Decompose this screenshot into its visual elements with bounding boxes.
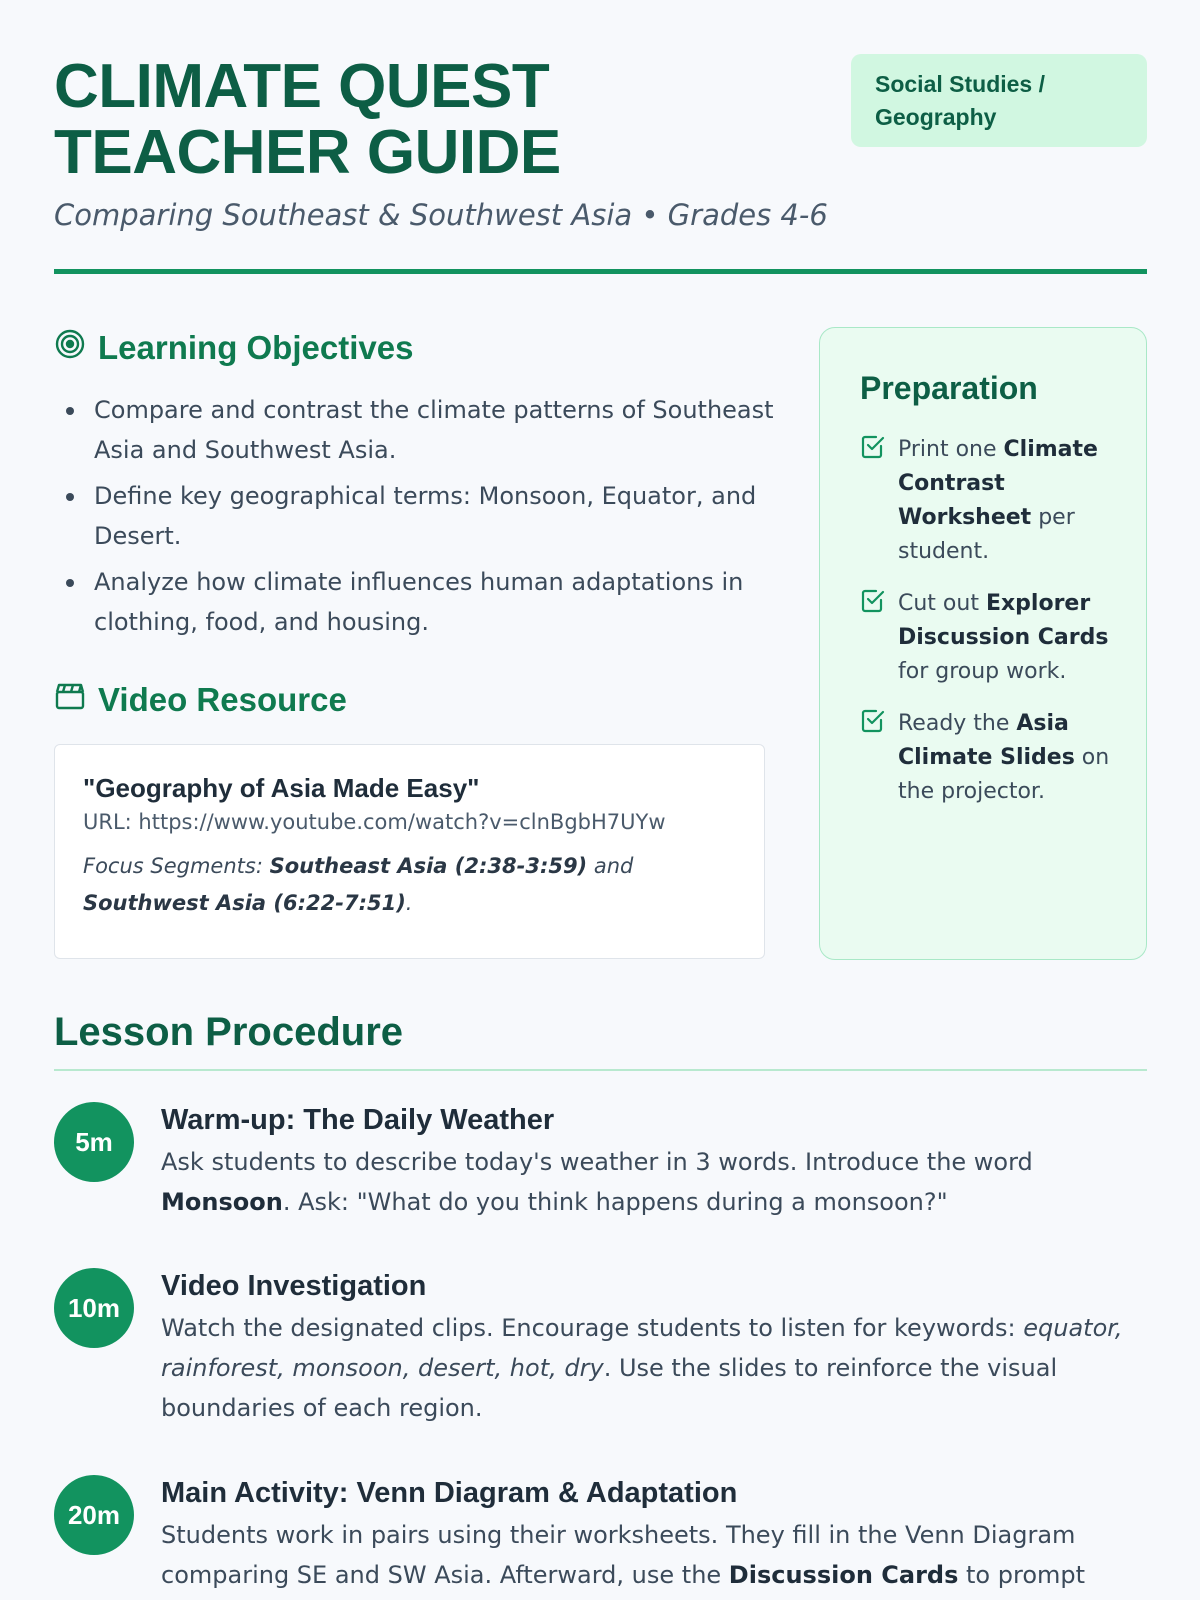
preparation-list (860, 433, 1116, 809)
video-resource-heading (54, 680, 765, 720)
step-desc-part: to prompt (958, 1561, 1086, 1589)
prep-text-bold: Explorer Discussion Cards (898, 591, 1109, 650)
objective-item: Define key geographical terms: Monsoon, Equator, and Desert. (54, 476, 774, 556)
step-description (161, 1515, 1147, 1595)
focus-segment-1: Southeast Asia (2:38-3:59) (269, 854, 588, 878)
prep-text-bold: Asia Climate Slides (898, 711, 1075, 770)
prep-text-part: per student. (898, 505, 1075, 564)
step-title: Video Investigation (161, 1270, 427, 1302)
prep-text-part: for group work. (898, 659, 1067, 684)
page-title: CLIMATE QUEST TEACHER GUIDE (54, 52, 561, 187)
preparation-item (860, 587, 1116, 689)
checkbox-icon (860, 587, 886, 689)
preparation-heading: Preparation (860, 370, 1038, 406)
learning-objectives-heading (54, 328, 774, 368)
step-body (161, 1102, 1147, 1222)
video-resource-title: Video Resource (98, 681, 347, 718)
step-description (161, 1308, 1147, 1428)
subject-badge: Social Studies / Geography (851, 54, 1147, 147)
video-focus-segments (83, 848, 736, 922)
step-duration-badge: 5m (54, 1102, 134, 1182)
focus-suffix: . (405, 891, 413, 915)
learning-objectives-title: Learning Objectives (98, 329, 414, 366)
lesson-procedure-heading: Lesson Procedure (54, 1010, 1147, 1071)
objective-item: Analyze how climate influences human adaptations in clothing, food, and housing. (54, 562, 774, 642)
preparation-item (860, 433, 1116, 569)
step-body (161, 1268, 1147, 1428)
step-desc-part: Watch the designated clips. Encourage students to listen for keywords: (161, 1314, 1024, 1342)
lesson-procedure-section (54, 1010, 1147, 1589)
focus-segment-2: Southwest Asia (6:22-7:51) (83, 891, 406, 915)
page-header (54, 0, 1147, 274)
teacher-guide-page (54, 0, 1147, 1589)
focus-prefix: Focus Segments: (83, 854, 270, 878)
step-duration-badge: 10m (54, 1268, 134, 1348)
preparation-text (898, 707, 1116, 809)
preparation-item (860, 707, 1116, 809)
step-desc-part: . Use the slides to reinforce the visual boundaries of each region. (161, 1354, 1058, 1422)
step-desc-part: Students work in pairs using their worksheets. They fill in the Venn Diagram comparing SE and SW Asia. Afterward, use the (161, 1521, 1076, 1589)
step-duration-badge: 20m (54, 1475, 134, 1555)
target-icon (54, 328, 86, 368)
step-title: Warm-up: The Daily Weather (161, 1104, 555, 1136)
video-url[interactable]: URL: https://www.youtube.com/watch?v=clnBgbH7UYw (83, 810, 666, 834)
prep-text-part: on the projector. (898, 745, 1110, 804)
prep-text-part: Ready the (898, 711, 1017, 736)
step-desc-part: Ask students to describe today's weather in 3 words. Introduce the word (161, 1148, 1033, 1176)
objective-item: Compare and contrast the climate patterns of Southeast Asia and Southwest Asia. (54, 390, 774, 470)
video-card (54, 744, 765, 959)
focus-connector: and (587, 854, 634, 878)
video-resource-section (54, 680, 765, 959)
prep-text-bold: Climate Contrast Worksheet (898, 437, 1098, 530)
preparation-panel (819, 327, 1147, 960)
prep-text-part: Cut out (898, 591, 986, 616)
learning-objectives-section (54, 328, 774, 648)
step-desc-part: . Ask: "What do you think happens during a monsoon?" (282, 1188, 948, 1216)
preparation-text (898, 587, 1116, 689)
clapperboard-icon (54, 680, 86, 720)
step-desc-italic: equator, rainforest, monsoon, desert, hot, dry (161, 1314, 1123, 1382)
objectives-list (54, 390, 774, 642)
prep-text-part: Print one (898, 437, 1004, 462)
step-title: Main Activity: Venn Diagram & Adaptation (161, 1477, 738, 1509)
step-desc-bold: Monsoon (161, 1188, 283, 1216)
checkbox-icon (860, 433, 886, 569)
video-title: "Geography of Asia Made Easy" (83, 773, 480, 803)
step-desc-bold: Discussion Cards (728, 1561, 959, 1589)
step-body (161, 1475, 1147, 1595)
page-subtitle: Comparing Southeast & Southwest Asia • Grades 4-6 (54, 198, 828, 232)
checkbox-icon (860, 707, 886, 809)
step-description (161, 1142, 1147, 1222)
preparation-text (898, 433, 1116, 569)
